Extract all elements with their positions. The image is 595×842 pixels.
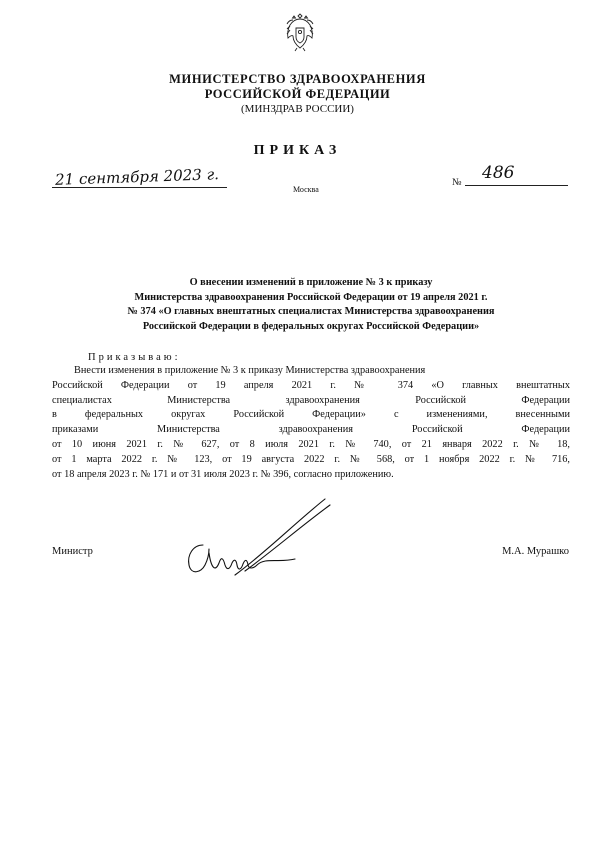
body-line: от 1 марта 2022 г. № 123, от 19 августа 2022 г. № 568, от 1 ноября 2022 г. № 716,: [52, 453, 570, 465]
body-line: от 18 апреля 2023 г. № 171 и от 31 июля 2023 г. № 396, согласно приложению.: [52, 468, 394, 480]
signer-position: Министр: [52, 546, 93, 557]
ministry-country: РОССИЙСКОЙ ФЕДЕРАЦИИ: [204, 87, 391, 101]
order-city: Москва: [293, 185, 319, 194]
ministry-name: МИНИСТЕРСТВО ЗДРАВООХРАНЕНИЯ: [169, 72, 426, 86]
title-line: О внесении изменений в приложение № 3 к приказу: [189, 277, 433, 288]
date-underline: [52, 187, 227, 188]
order-directive-word: Приказываю:: [88, 352, 181, 363]
order-number-label: №: [452, 177, 462, 188]
handwritten-signature-icon: [175, 493, 335, 593]
body-line: приказами Министерства здравоохранения Российской Федерации: [52, 424, 570, 436]
title-line: № 374 «О главных внештатных специалистах Министерства здравоохранения: [127, 306, 495, 318]
signer-name: М.А. Мурашко: [502, 546, 569, 557]
title-line: Министерства здравоохранения Российской Федерации от 19 апреля 2021 г.: [134, 291, 488, 303]
body-line: специалистах Министерства здравоохранения Российской Федерации: [52, 394, 570, 406]
ministry-short-name: (МИНЗДРАВ РОССИИ): [241, 103, 354, 115]
body-line: Внести изменения в приложение № 3 к приказу Министерства здравоохранения: [74, 365, 426, 376]
order-date: 21 сентября 2023 г.: [54, 165, 220, 189]
body-line: Российской Федерации от 19 апреля 2021 г. № 374 «О главных внештатных: [52, 379, 570, 391]
order-title: [52, 276, 570, 334]
body-line: в федеральных округах Российской Федерации» с изменениями, внесенными: [52, 409, 570, 421]
order-number: 486: [482, 163, 515, 183]
number-underline: [465, 185, 568, 186]
document-type: ПРИКАЗ: [253, 143, 342, 158]
body-line: от 10 июня 2021 г. № 627, от 8 июля 2021 г. № 740, от 21 января 2022 г. № 18,: [52, 438, 570, 450]
title-line: Российской Федерации в федеральных округах Российской Федерации»: [142, 320, 480, 332]
double-headed-eagle-emblem-icon: [284, 10, 316, 52]
order-body: [52, 364, 570, 482]
